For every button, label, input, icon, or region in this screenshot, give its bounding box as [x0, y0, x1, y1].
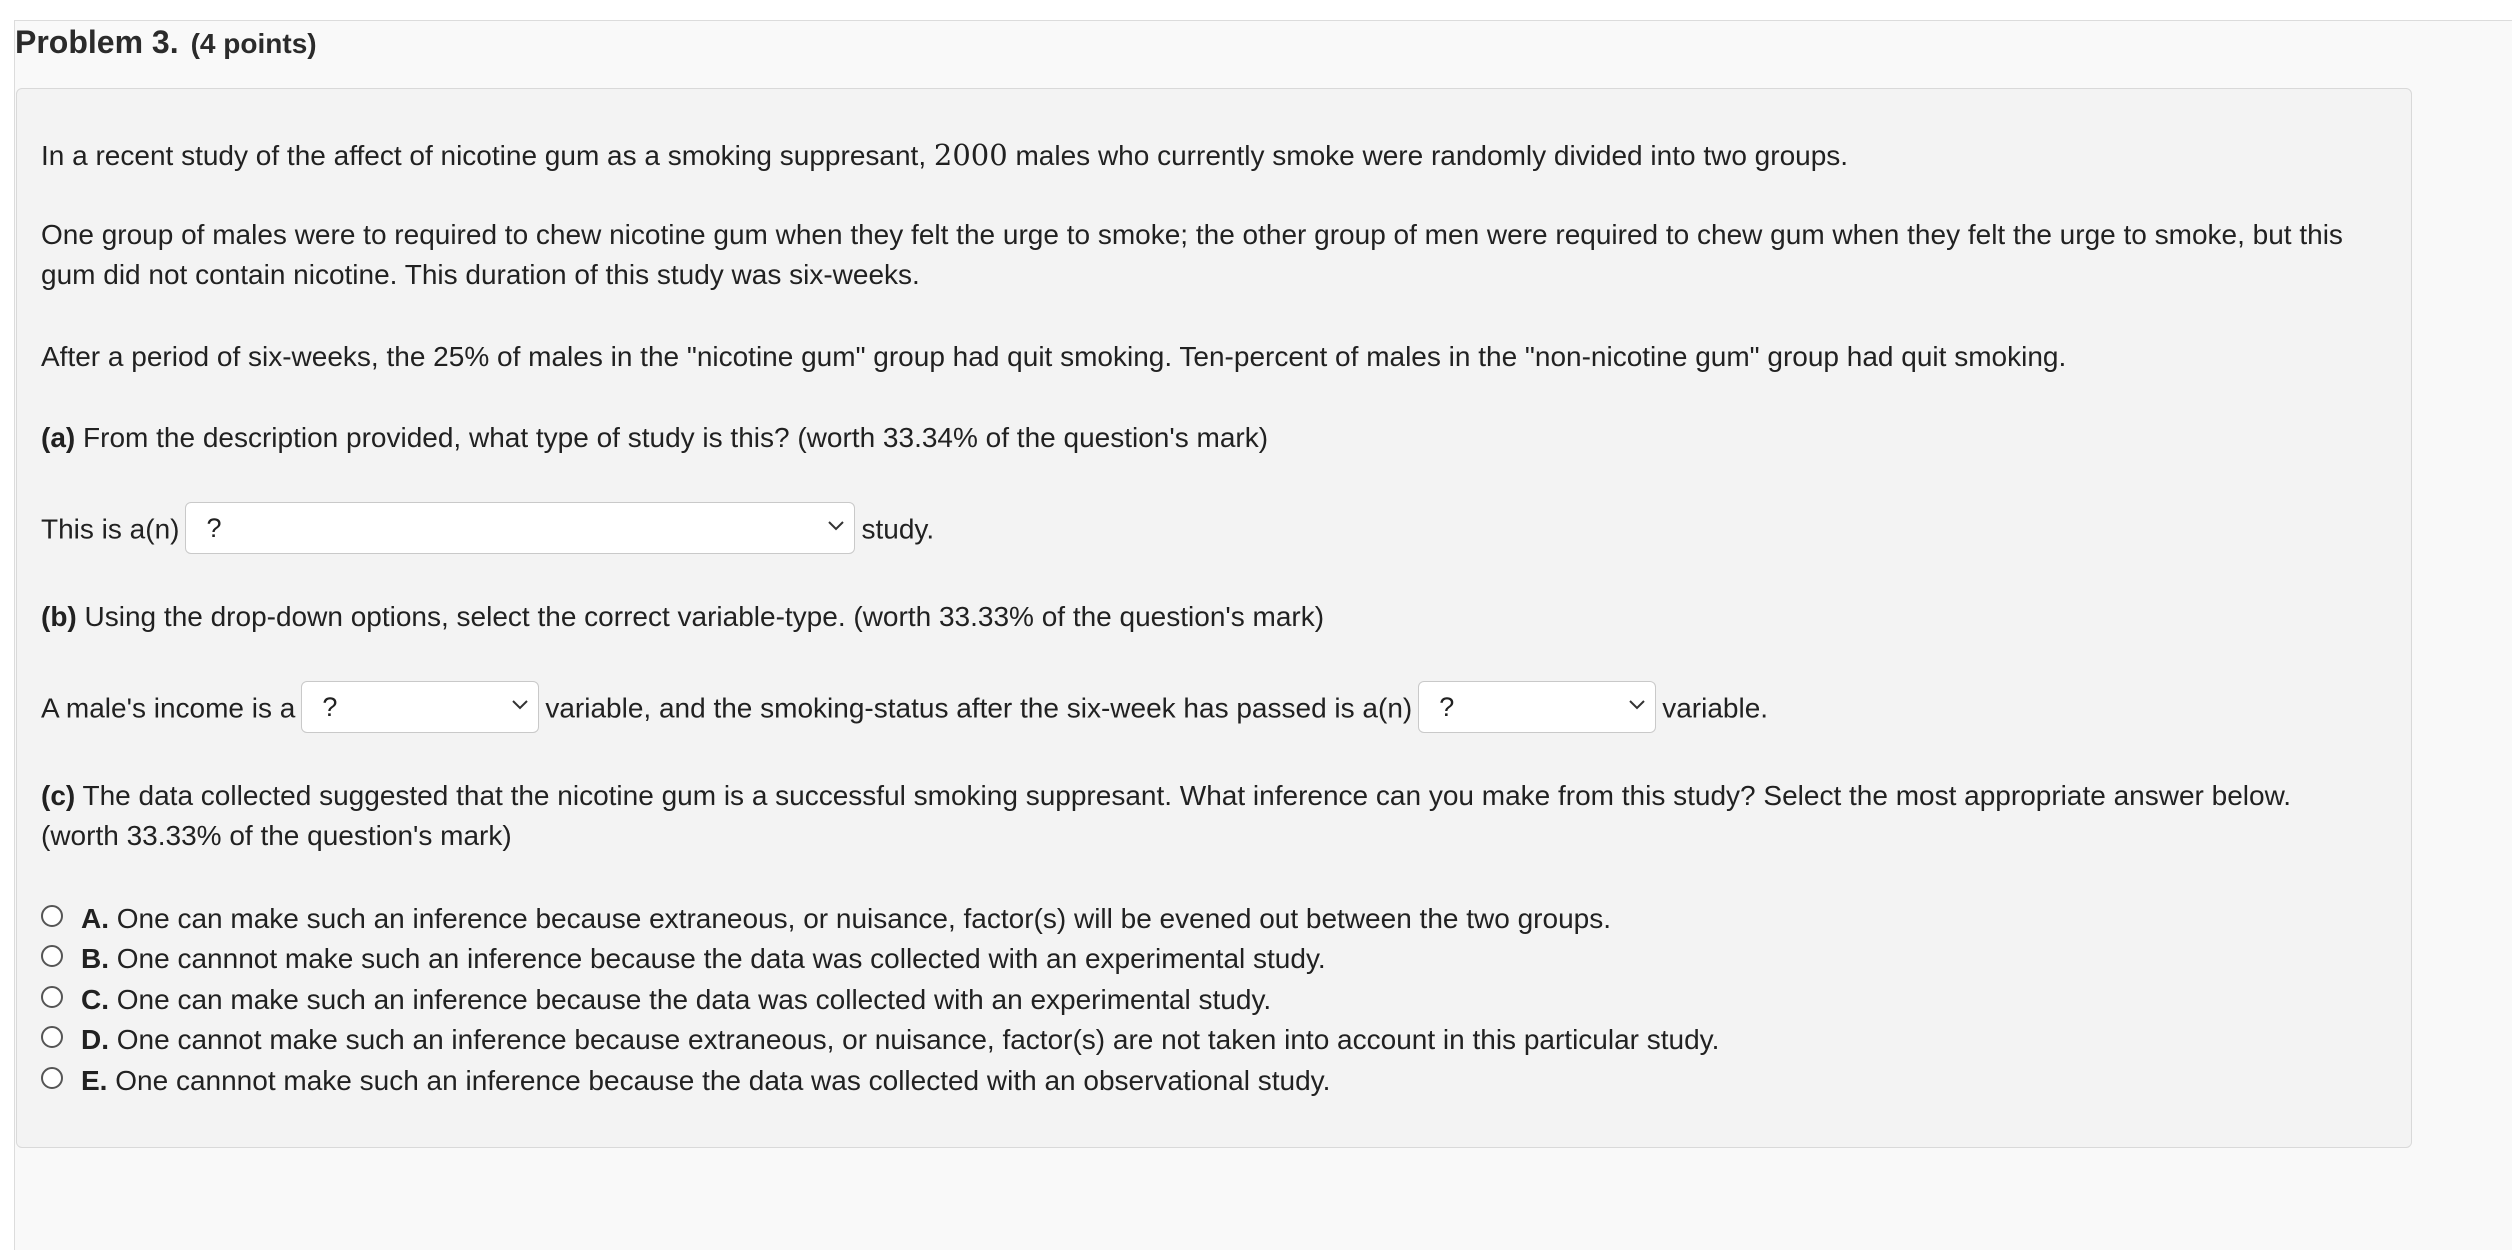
option-e-label: [81, 1061, 1330, 1101]
option-a-label: [81, 899, 1611, 939]
intro-paragraph-1: [41, 135, 1848, 176]
option-b-text: One cannnot make such an inference because the data was collected with an experimental study.: [109, 943, 1326, 974]
part-c-question: [41, 776, 2291, 816]
participant-count: 2000: [933, 138, 1008, 172]
option-a-letter: A.: [81, 903, 109, 934]
problem-points: (4 points): [190, 28, 317, 59]
part-c-question-text: The data collected suggested that the nicotine gum is a successful smoking suppresant. What inference can you make from this study? Select the most appropriate answer below.: [75, 780, 2292, 811]
part-b-prefix: A male's income is a: [41, 692, 296, 724]
part-a-prefix: This is a(n): [41, 513, 180, 545]
part-a-question: [41, 418, 1268, 458]
problem-body: [16, 88, 2412, 1148]
part-a-question-text: From the description provided, what type of study is this? (worth 33.34% of the question's mark): [75, 422, 1269, 453]
part-b-question: [41, 597, 1324, 637]
part-c-worth: (worth 33.33% of the question's mark): [41, 820, 512, 851]
part-b-label: (b): [41, 601, 77, 632]
option-c-label: [81, 980, 1271, 1020]
smoking-status-select-value: ?: [1439, 692, 1455, 722]
part-a-label: (a): [41, 422, 76, 453]
part-b-suffix: variable.: [1662, 692, 1769, 724]
chevron-down-icon: [512, 700, 528, 710]
intro-text-1b: males who currently smoke were randomly divided into two groups.: [1007, 140, 1849, 171]
part-c-label: (c): [41, 780, 76, 811]
radio-option-e[interactable]: [41, 1067, 63, 1089]
part-b-middle: variable, and the smoking-status after the six-week has passed is a(n): [545, 692, 1413, 724]
smoking-status-variable-select[interactable]: [1418, 681, 1656, 733]
option-a-text: One can make such an inference because extraneous, or nuisance, factor(s) will be evened out between the two groups.: [109, 903, 1611, 934]
option-d-letter: D.: [81, 1024, 109, 1055]
income-variable-select-value: ?: [322, 692, 338, 722]
option-c-text: One can make such an inference because the data was collected with an experimental study.: [109, 984, 1272, 1015]
intro-paragraph-3: After a period of six-weeks, the 25% of males in the "nicotine gum" group had quit smoking. Ten-percent of males in the "non-nicotine gum" group had quit smoking.: [41, 341, 2067, 372]
radio-option-c[interactable]: [41, 986, 63, 1008]
option-c-letter: C.: [81, 984, 109, 1015]
chevron-down-icon: [1629, 700, 1645, 710]
option-e-letter: E.: [81, 1065, 108, 1096]
part-b-question-text: Using the drop-down options, select the correct variable-type. (worth 33.33% of the question's mark): [76, 601, 1325, 632]
part-a-suffix: study.: [861, 513, 935, 545]
problem-title: Problem 3.: [15, 24, 179, 60]
option-b-letter: B.: [81, 943, 109, 974]
option-d-text: One cannot make such an inference because extraneous, or nuisance, factor(s) are not taken into account in this particular study.: [109, 1024, 1720, 1055]
radio-option-b[interactable]: [41, 945, 63, 967]
option-d-label: [81, 1020, 1719, 1060]
part-b-answer-row: [41, 684, 1768, 736]
option-e-text: One cannnot make such an inference because the data was collected with an observational study.: [107, 1065, 1331, 1096]
problem-header: [15, 24, 317, 61]
option-b-label: [81, 939, 1326, 979]
study-type-select[interactable]: [185, 502, 855, 554]
income-variable-select[interactable]: [301, 681, 539, 733]
part-a-answer-row: [41, 505, 934, 557]
intro-paragraph-2: One group of males were to required to chew nicotine gum when they felt the urge to smoke; the other group of men were required to chew gum when they felt the urge to smoke, but this gum did not contain nicotine. This duration of this study was six-weeks.: [41, 219, 2343, 290]
chevron-down-icon: [828, 521, 844, 531]
radio-option-d[interactable]: [41, 1026, 63, 1048]
radio-option-a[interactable]: [41, 905, 63, 927]
intro-text-1a: In a recent study of the affect of nicotine gum as a smoking suppresant,: [41, 140, 934, 171]
study-type-select-value: ?: [206, 513, 222, 543]
